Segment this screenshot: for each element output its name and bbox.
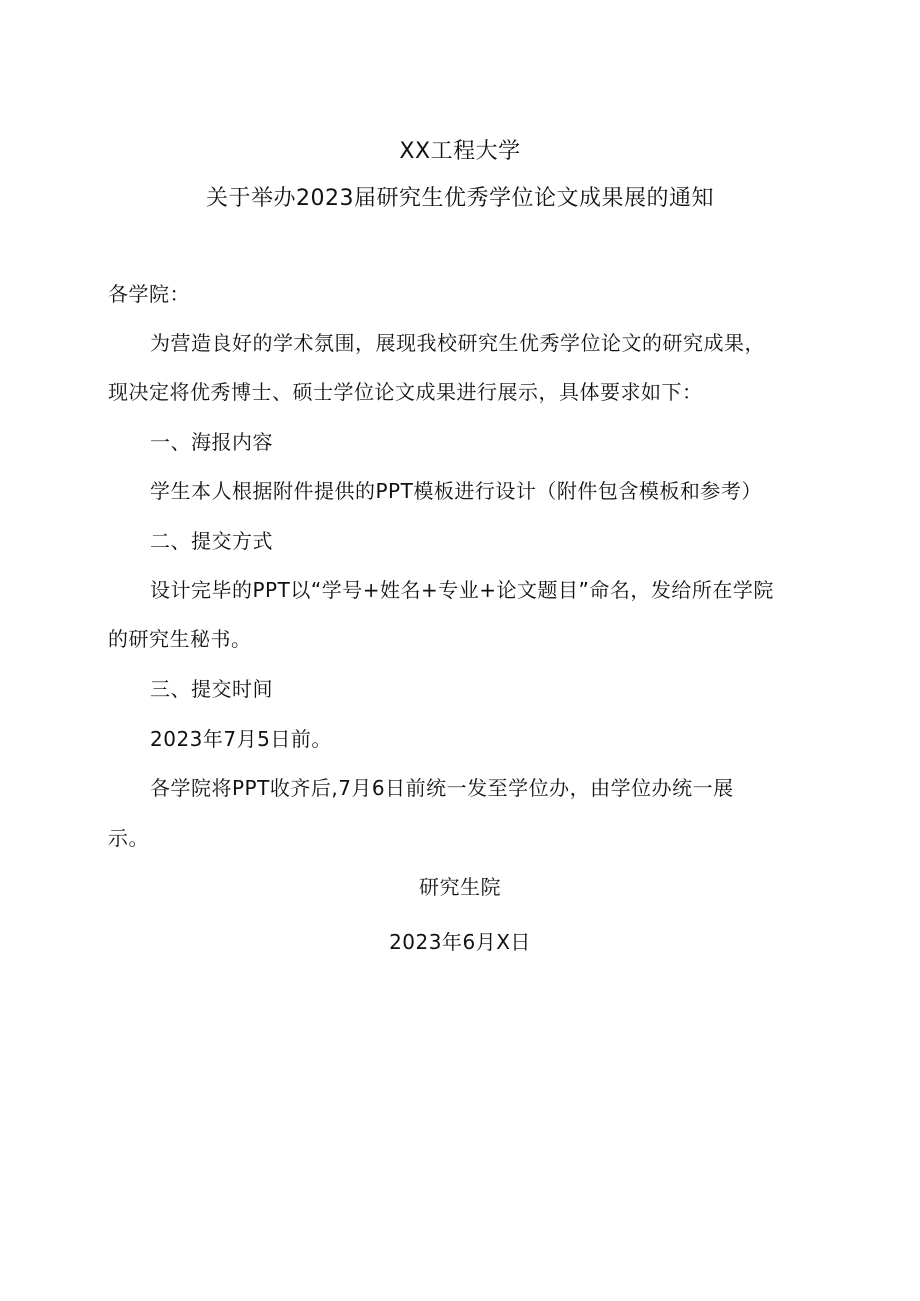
school-name: XX工程大学 (399, 139, 521, 164)
intro-paragraph-line1: 为营造良好的学术氛围，展现我校研究生优秀学位论文的研究成果， (150, 331, 765, 355)
intro-paragraph-line2: 现决定将优秀博士、硕士学位论文成果进行展示，具体要求如下： (108, 380, 703, 404)
section2-heading: 二、提交方式 (150, 529, 273, 553)
section1-body: 学生本人根据附件提供的PPT模板进行设计（附件包含模板和参考） (150, 479, 762, 503)
section3-body-line2: 示。 (108, 826, 149, 850)
section2-body-line1: 设计完毕的PPT以“学号+姓名+专业+论文题目”命名，发给所在学院 (150, 578, 774, 602)
salutation: 各学院： (108, 282, 190, 306)
notice-title: 关于举办2023届研究生优秀学位论文成果展的通知 (206, 186, 714, 211)
section3-body-line1: 各学院将PPT收齐后,7月6日前统一发至学位办，由学位办统一展 (150, 776, 734, 800)
signature-date: 2023年6月X日 (389, 930, 531, 954)
section3-deadline: 2023年7月5日前。 (150, 727, 332, 751)
section2-body-line2: 的研究生秘书。 (108, 627, 252, 651)
section1-heading: 一、海报内容 (150, 430, 273, 454)
section3-heading: 三、提交时间 (150, 677, 273, 701)
signature-organization: 研究生院 (419, 875, 501, 899)
